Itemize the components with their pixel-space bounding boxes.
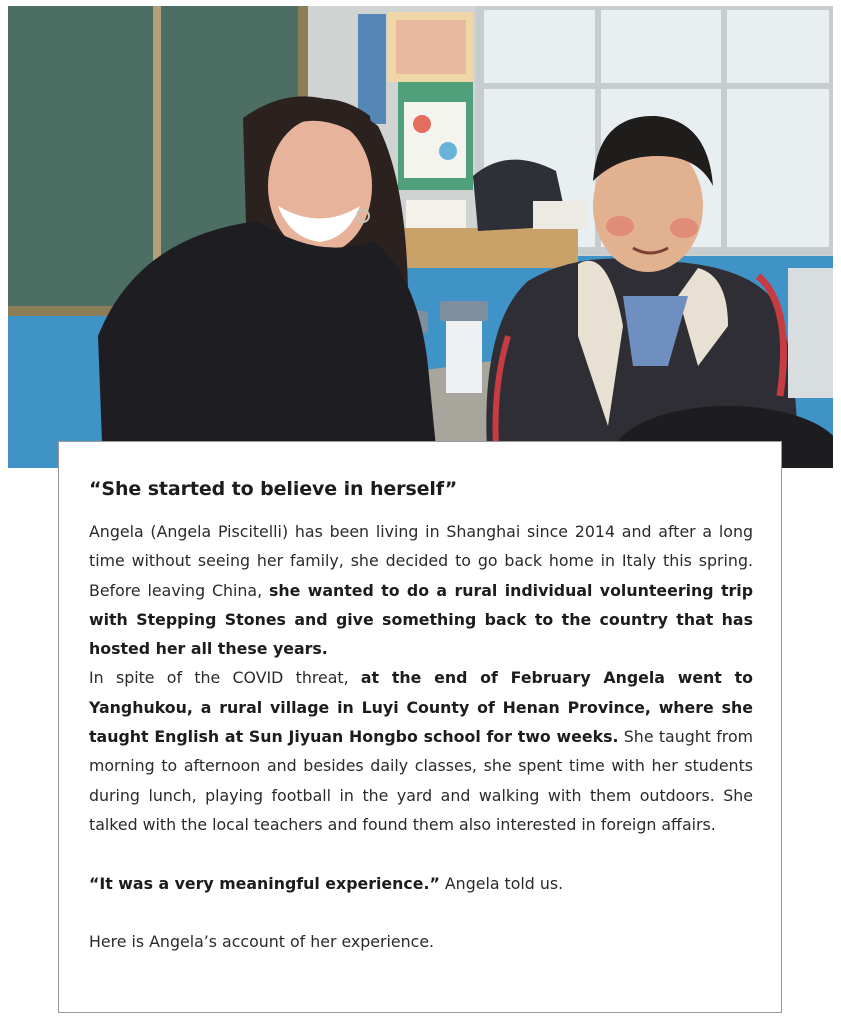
article-card <box>58 441 782 1013</box>
quote-text: “It was a very meaningful experience.” <box>89 873 440 893</box>
trip-text: She taught from morning to afternoon and besides daily classes, she spent time with her students during lunch, playing football in the yard and walking with them outdoors. She talked with the local teachers and found them also interested in foreign affairs. <box>89 727 753 834</box>
section-title: “She started to believe in herself” <box>89 478 458 500</box>
classroom-scene <box>8 6 833 468</box>
quote-attribution: Angela told us. <box>439 873 564 893</box>
paragraph-trip <box>89 663 753 839</box>
stool-2 <box>440 301 488 321</box>
paragraph-intro <box>89 517 753 663</box>
trip-lead: In spite of the COVID threat, <box>89 668 361 688</box>
teacher-desk <box>393 228 578 268</box>
trip-emphasis: at the end of February Angela went to Yanghukou, a rural village in Luyi County of Henan Province, where she taught English at Sun Jiyuan Hongbo school for two weeks. <box>89 668 753 747</box>
paragraph-quote <box>89 869 753 898</box>
article-body <box>89 517 753 956</box>
paragraph-account: Here is Angela’s account of her experience. <box>89 932 435 952</box>
intro-emphasis: she wanted to do a rural individual volunteering trip with Stepping Stones and give something back to the country that has hosted her all these years. <box>89 580 754 659</box>
intro-text: Angela (Angela Piscitelli) has been living in Shanghai since 2014 and after a long time without seeing her family, she decided to go back home in Italy this spring. Before leaving China, <box>89 522 753 600</box>
article-photo <box>8 6 833 468</box>
